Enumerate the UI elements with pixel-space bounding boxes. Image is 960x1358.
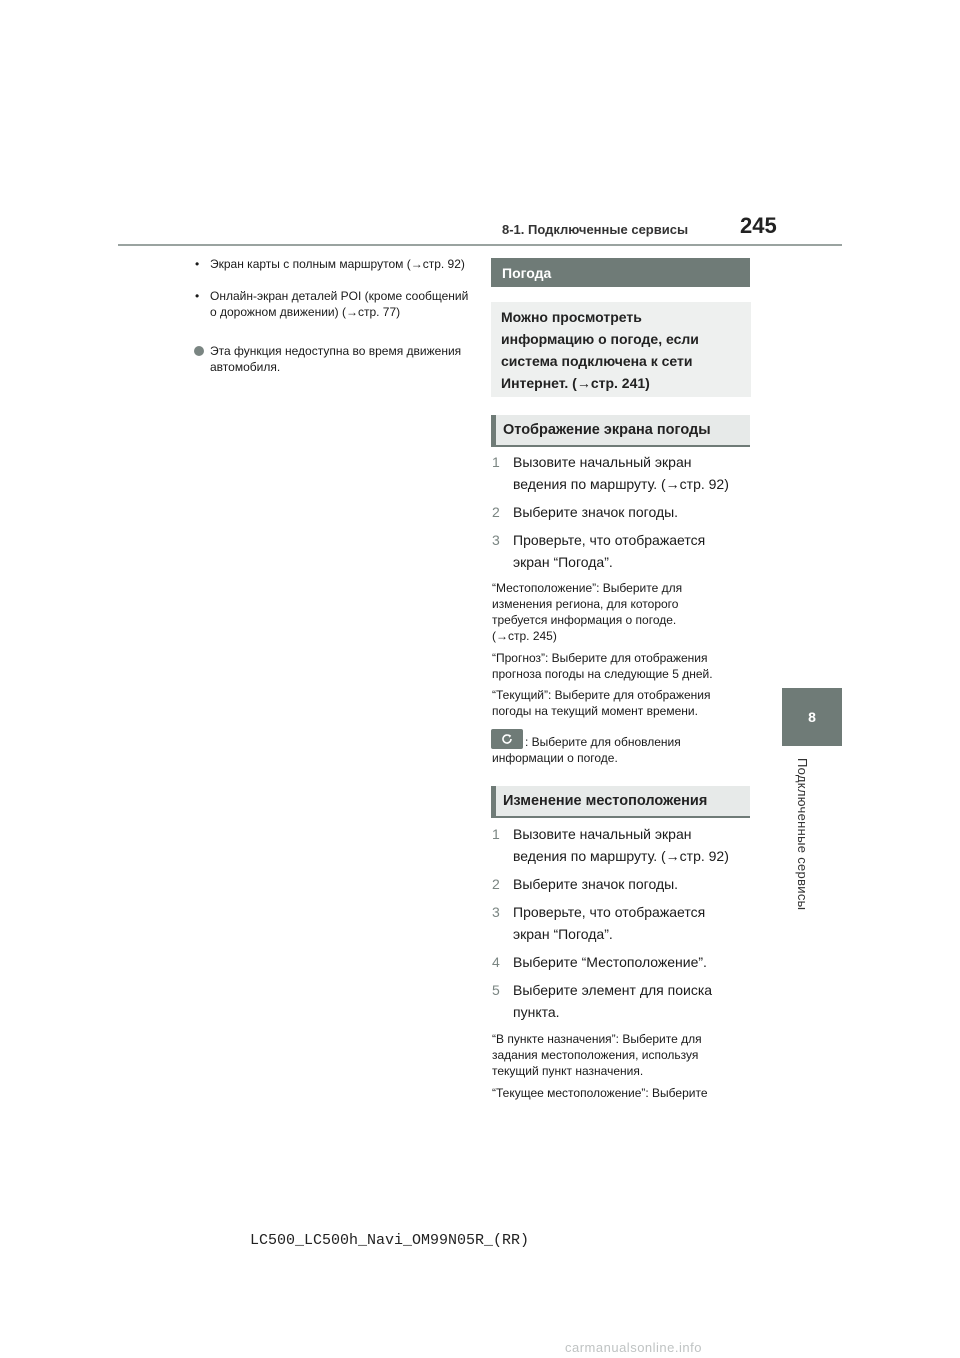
step-number: 3 <box>492 532 500 548</box>
step-number: 1 <box>492 454 500 470</box>
option-description: “В пункте назначения”: Выберите для задания местоположения, используя текущий пункт назначения. <box>492 1032 702 1078</box>
change-location-heading: Изменение местоположения <box>491 786 750 818</box>
watermark: carmanualsonline.info <box>565 1340 702 1355</box>
note-text: Эта функция недоступна во время движения автомобиля. <box>210 344 462 374</box>
step-item: 3 Проверьте, что отображается экран “Погода”. <box>492 901 752 945</box>
document-code: LC500_LC500h_Navi_OM99N05R_(RR) <box>250 1232 530 1249</box>
header-divider <box>118 244 842 246</box>
step-item: 2 Выберите значок погоды. <box>492 873 752 895</box>
step-number: 3 <box>492 904 500 920</box>
step-number: 2 <box>492 876 500 892</box>
option-description: “Прогноз”: Выберите для отображения прогноза погоды на следующие 5 дней. <box>492 651 713 681</box>
option-description: “Местоположение”: Выберите для изменения региона, для которого требуется информация о погоде. (→стр. 245) <box>492 581 683 643</box>
step-item: 1 Вызовите начальный экран ведения по маршруту. (→стр. 92) <box>492 823 752 867</box>
refresh-description-cont: информации о погоде. <box>492 751 618 765</box>
step-item: 4 Выберите “Местоположение”. <box>492 951 752 973</box>
step-number: 5 <box>492 982 500 998</box>
step-number: 2 <box>492 504 500 520</box>
step-number: 1 <box>492 826 500 842</box>
option-description: “Текущий”: Выберите для отображения погоды на текущий момент времени. <box>492 688 711 718</box>
refresh-description: : Выберите для обновления <box>525 735 681 749</box>
note-circle-icon <box>194 346 204 356</box>
weather-summary <box>491 302 751 397</box>
summary-line: Интернет. (→стр. 241) <box>501 375 650 391</box>
note <box>210 343 470 375</box>
option-description: “Текущее местоположение”: Выберите <box>492 1086 708 1100</box>
step-item: 5 Выберите элемент для поиска пункта. <box>492 979 752 1023</box>
bullet-text: Экран карты с полным маршрутом (→стр. 92) <box>210 257 465 271</box>
bullet-text: Онлайн-экран деталей POI (кроме сообщений о дорожном движении) (→стр. 77) <box>210 289 469 319</box>
summary-line: Можно просмотреть <box>501 309 642 325</box>
step-item: 2 Выберите значок погоды. <box>492 501 752 523</box>
weather-heading: Погода <box>491 258 750 287</box>
refresh-button[interactable] <box>491 729 523 749</box>
bullet-item: • Онлайн-экран деталей POI (кроме сообщений о дорожном движении) (→стр. 77) <box>195 289 469 319</box>
summary-line: система подключена к сети <box>501 353 693 369</box>
page-number: 245 <box>740 213 777 238</box>
chapter-tab[interactable]: 8 <box>782 688 842 746</box>
refresh-icon <box>500 732 514 746</box>
step-item: 1 Вызовите начальный экран ведения по маршруту. (→стр. 92) <box>492 451 752 495</box>
section-title: 8-1. Подключенные сервисы <box>502 222 689 237</box>
step-number: 4 <box>492 954 500 970</box>
step-item: 3 Проверьте, что отображается экран “Погода”. <box>492 529 752 573</box>
chapter-side-label: Подключенные сервисы <box>795 758 810 911</box>
bullet-item: • Экран карты с полным маршрутом (→стр. 92) <box>195 257 465 271</box>
summary-line: информацию о погоде, если <box>501 331 699 347</box>
display-weather-heading: Отображение экрана погоды <box>491 415 750 447</box>
